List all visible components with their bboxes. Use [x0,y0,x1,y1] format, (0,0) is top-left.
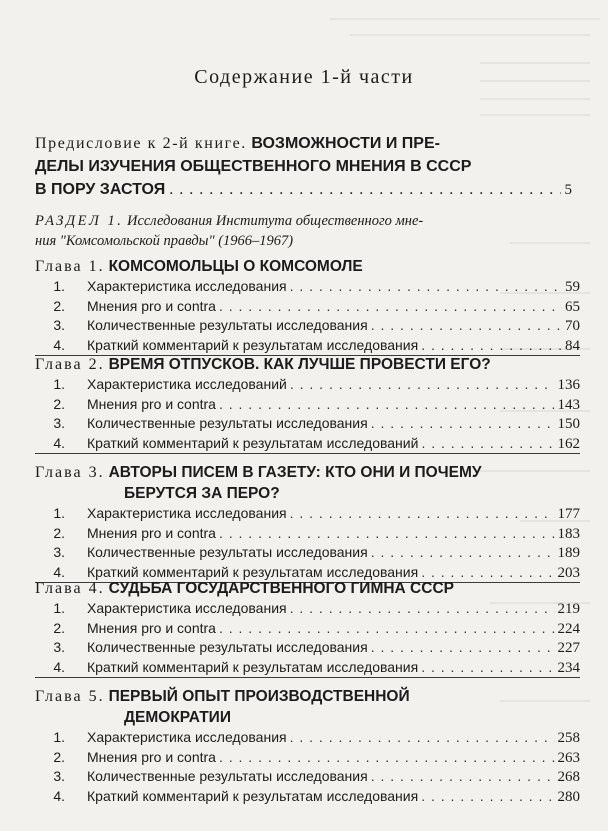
entry-title: Мнения pro и contra [87,395,216,412]
page-title: Содержание 1-й части [194,66,414,88]
entry-page: 84 [565,337,580,354]
entry-page: 183 [557,525,580,542]
chapter-label: Глава 5. [35,688,105,705]
preface-title-line3: В ПОРУ ЗАСТОЯ [35,181,166,198]
dot-leader [421,658,554,678]
dot-leader [290,375,555,395]
dot-leader [371,316,562,336]
entry-page: 227 [557,640,580,656]
dot-leader [219,297,562,317]
entry-title: Количественные результаты исследования [87,544,368,560]
toc-entry [35,619,580,639]
entry-page: 234 [557,659,580,676]
dot-leader [219,524,555,544]
chapter-title: ВРЕМЯ ОТПУСКОВ. КАК ЛУЧШЕ ПРОВЕСТИ ЕГО? [108,356,491,373]
entry-title: Краткий комментарий к результатам исследования [87,787,419,804]
chapter-heading [35,462,580,504]
entry-number: 1. [53,278,65,294]
entry-number: 4. [53,563,65,580]
entry-number: 4. [53,336,65,353]
dot-leader [371,767,555,787]
toc-entry [35,336,580,357]
entry-title: Количественные результаты исследования [87,317,368,333]
entry-number: 3. [53,415,65,431]
entry-number: 4. [53,658,65,675]
entry-number: 3. [53,317,65,333]
toc-entry [35,543,580,563]
entry-title: Краткий комментарий к результатам исследования [87,336,419,353]
dot-leader [219,748,555,768]
chapter-heading [35,354,580,375]
preface-title-line1: ВОЗМОЖНОСТИ И ПРЕ- [251,135,440,152]
entry-page: 143 [557,396,580,413]
chapter-2 [35,354,580,454]
entry-title: Количественные результаты исследования [87,768,368,784]
dot-leader [371,543,555,563]
toc-entry [35,297,580,317]
chapter-label: Глава 2. [35,356,105,373]
chapter-label: Глава 1. [35,258,105,275]
dot-leader [371,414,555,434]
entry-title: Краткий комментарий к результатам исследования [87,658,419,675]
dot-leader [290,599,555,619]
toc-entry [35,434,580,455]
dot-leader [219,619,555,639]
preface-label: Предисловие к 2-й книге. [35,135,247,152]
chapter-heading [35,256,580,277]
entry-number: 3. [53,768,65,784]
toc-entry [35,728,580,748]
chapter-5 [35,686,580,806]
entry-number: 1. [53,376,65,392]
preface-entry [35,132,580,202]
entry-title: Характеристика исследования [87,729,287,745]
dot-leader [169,178,560,201]
dot-leader [219,395,555,415]
entry-title: Мнения pro и contra [87,524,216,541]
section-title-line1: Исследования Института общественного мне- [126,213,424,229]
entry-page: 258 [557,730,580,746]
entry-page: 65 [565,298,580,315]
entry-number: 4. [53,787,65,804]
entry-number: 1. [53,505,65,521]
dot-leader [421,434,554,454]
chapter-title: ПЕРВЫЙ ОПЫТ ПРОИЗВОДСТВЕННОЙ [108,688,410,705]
chapter-title: АВТОРЫ ПИСЕМ В ГАЗЕТУ: КТО ОНИ И ПОЧЕМУ [108,464,482,481]
entry-page: 203 [557,564,580,581]
toc-entry [35,316,580,336]
entry-title: Краткий комментарий к результатам исследования [87,563,419,580]
entry-title: Краткий комментарий к результатам исследований [87,434,419,451]
entry-title: Мнения pro и contra [87,619,216,636]
entry-number: 1. [53,729,65,745]
entry-number: 2. [53,524,65,541]
entry-page: 189 [557,545,580,561]
preface-title-line2: ДЕЛЫ ИЗУЧЕНИЯ ОБЩЕСТВЕННОГО МНЕНИЯ В СССР [35,158,472,175]
dot-leader [421,787,554,807]
entry-number: 2. [53,619,65,636]
entry-page: 59 [565,279,580,295]
toc-entry [35,658,580,679]
entry-title: Характеристика исследований [87,376,287,392]
entry-page: 136 [557,377,580,393]
entry-title: Характеристика исследования [87,278,287,294]
chapter-label: Глава 4. [35,580,105,597]
toc-entry [35,395,580,415]
dot-leader [290,504,555,524]
toc-entry [35,638,580,658]
chapter-title: КОМСОМОЛЬЦЫ О КОМСОМОЛЕ [108,258,363,275]
entry-title: Количественные результаты исследования [87,415,368,431]
toc-entry [35,504,580,524]
dot-leader [290,277,562,297]
dot-leader [290,728,555,748]
toc-entry [35,748,580,768]
entry-page: 162 [557,435,580,452]
chapter-title: СУДЬБА ГОСУДАРСТВЕННОГО ГИМНА СССР [108,580,454,597]
toc-entry [35,599,580,619]
section-title-line2: ния "Комсомольской правды" (1966–1967) [35,233,294,249]
toc-entry [35,414,580,434]
entry-page: 268 [557,769,580,785]
dot-leader [421,336,562,356]
entry-title: Мнения pro и contra [87,297,216,314]
chapter-heading [35,686,580,728]
entry-title: Мнения pro и contra [87,748,216,765]
entry-page: 280 [557,788,580,805]
chapter-heading [35,578,580,599]
entry-page: 150 [557,416,580,432]
toc-entry [35,277,580,297]
chapter-title-line2: БЕРУТСЯ ЗА ПЕРО? [124,485,280,502]
chapter-title-line2: ДЕМОКРАТИИ [124,709,231,726]
entry-title: Количественные результаты исследования [87,639,368,655]
chapter-1 [35,256,580,356]
entry-page: 219 [557,601,580,617]
entry-number: 3. [53,639,65,655]
entry-page: 70 [565,318,580,334]
entry-page: 177 [557,506,580,522]
toc-entry [35,767,580,787]
chapter-4 [35,578,580,678]
chapter-3 [35,462,580,583]
entry-page: 224 [557,620,580,637]
toc-entry [35,524,580,544]
entry-title: Характеристика исследования [87,600,287,616]
section-label: РАЗДЕЛ 1. [35,213,124,229]
toc-entry [35,787,580,807]
dot-leader [371,638,555,658]
section-heading [35,211,455,251]
preface-page: 5 [564,182,572,198]
entry-number: 2. [53,395,65,412]
entry-number: 2. [53,297,65,314]
chapter-label: Глава 3. [35,464,105,481]
toc-entry [35,375,580,395]
entry-title: Характеристика исследования [87,505,287,521]
entry-number: 4. [53,434,65,451]
entry-page: 263 [557,749,580,766]
entry-number: 2. [53,748,65,765]
entry-number: 3. [53,544,65,560]
entry-number: 1. [53,600,65,616]
